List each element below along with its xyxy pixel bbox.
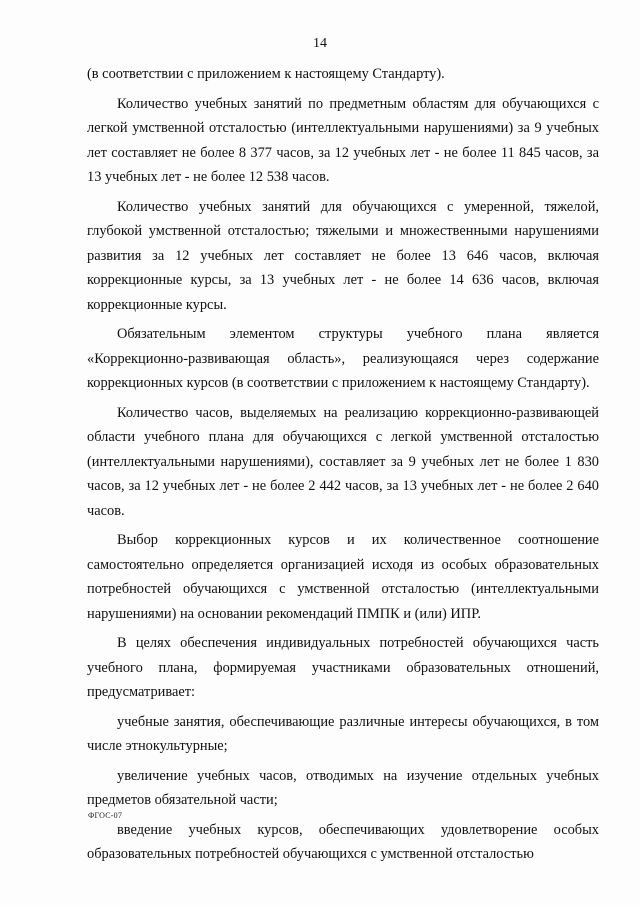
paragraph-correctional-area: Обязательным элементом структуры учебного плана является «Коррекционно-развивающая область», реализующаяся через содержание коррекционных курсов (в соответствии с приложением к настоящему Стандарту). bbox=[87, 326, 599, 391]
paragraph-correctional-hours: Количество часов, выделяемых на реализацию коррекционно-развивающей области учебного плана для обучающихся с легкой умственной отсталостью (интеллектуальными нарушениями), составляет за 9 учебных лет не более 1 830 часов, за 12 учебных лет - не более 2 442 часов, за 13 учебных лет - не более 2 640 часов. bbox=[87, 404, 599, 519]
paragraph-individual-needs: В целях обеспечения индивидуальных потребностей обучающихся часть учебного плана, формируемая участниками образовательных отношений, предусматривает: bbox=[87, 635, 599, 700]
list-item-increased-hours: увеличение учебных часов, отводимых на изучение отдельных учебных предметов обязательной части; bbox=[87, 767, 599, 808]
list-item-special-courses: введение учебных курсов, обеспечивающих удовлетворение особых образовательных потребностей обучающихся с умственной отсталостью bbox=[87, 821, 599, 862]
paragraph-course-selection: Выбор коррекционных курсов и их количественное соотношение самостоятельно определяется организацией исходя из особых образовательных потребностей обучающихся с умственной отсталостью (интеллектуальными нарушениями) на основании рекомендаций ПМПК и (или) ИПР. bbox=[87, 532, 599, 622]
document-body bbox=[87, 62, 599, 872]
list-item-interests: учебные занятия, обеспечивающие различные интересы обучающихся, в том числе этнокультурные; bbox=[87, 713, 599, 754]
footer-code: ФГОС-07 bbox=[88, 811, 123, 820]
paragraph-severe-hours: Количество учебных занятий для обучающихся с умеренной, тяжелой, глубокой умственной отсталостью; тяжелыми и множественными нарушениями развития за 12 учебных лет составляет не более 13 646 часов, включая коррекционные курсы, за 13 учебных лет - не более 14 636 часов, включая коррекционные курсы. bbox=[87, 198, 599, 313]
paragraph-subject-hours: Количество учебных занятий по предметным областям для обучающихся с легкой умственной отсталостью (интеллектуальными нарушениями) за 9 учебных лет составляет не более 8 377 часов, за 12 учебных лет - не более 11 845 часов, за 13 учебных лет - не более 12 538 часов. bbox=[87, 95, 599, 185]
paragraph-continuation: (в соответствии с приложением к настоящему Стандарту). bbox=[87, 66, 445, 82]
page-number: 14 bbox=[313, 36, 327, 51]
